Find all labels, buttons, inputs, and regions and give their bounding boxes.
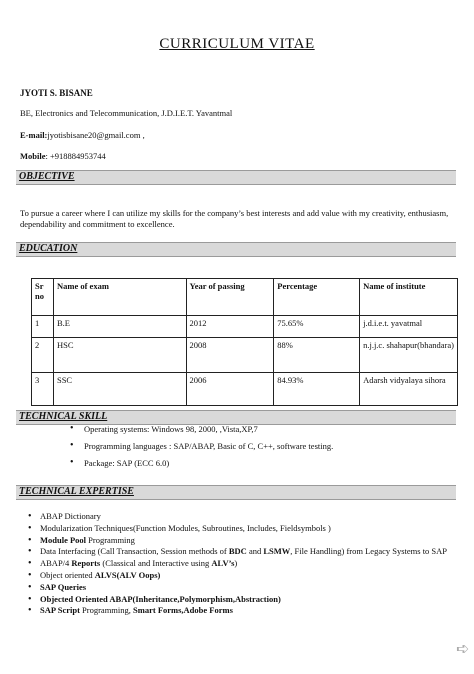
text: , File Handling) from Legacy Systems to SAP — [290, 546, 448, 557]
table-cell: 2 — [32, 338, 54, 373]
mobile-line — [20, 151, 106, 161]
technical-skill-heading-bar — [16, 410, 456, 425]
list-item: • Operating systems: Windows 98, 2000, ,Vista,XP,7 — [70, 424, 333, 441]
list-item — [28, 546, 448, 558]
table-cell: 2006 — [186, 373, 274, 406]
candidate-degree: BE, Electronics and Telecommunication, J.D.I.E.T. Yavantmal — [20, 108, 233, 118]
objective-text: To pursue a career where I can utilize my skills for the company’s best interests and add value with my creativity, enthusiasm, dependability and commitment to excellence. — [20, 208, 449, 229]
list-item: • Package: SAP (ECC 6.0) — [70, 458, 333, 475]
table-cell: 88% — [274, 338, 360, 373]
list-item — [28, 523, 448, 535]
col-header-percentage: Percentage — [274, 279, 360, 316]
table-header-row — [32, 279, 458, 316]
col-header-sr: Sr no — [32, 279, 54, 316]
email-line — [20, 130, 145, 140]
mobile-label: Mobile — [20, 151, 46, 161]
table-cell: n.j.j.c. shahapur(bhandara) — [360, 338, 458, 373]
objective-heading-bar — [16, 170, 456, 185]
next-arrow-icon[interactable]: ➪ — [456, 639, 470, 658]
table-cell: 2012 — [186, 316, 274, 338]
list-item — [28, 594, 448, 606]
candidate-name: JYOTI S. BISANE — [20, 88, 93, 98]
table-cell: 75.65% — [274, 316, 360, 338]
objective-heading: OBJECTIVE — [19, 171, 75, 182]
bold-text: SAP Script — [40, 605, 80, 616]
bold-text: ALVS(ALV Oops) — [94, 569, 161, 580]
text: Modularization Techniques(Function Modules, Subroutines, Includes, Fieldsymbols ) — [40, 522, 331, 533]
bold-text: Reports — [71, 558, 101, 569]
list-item — [28, 535, 448, 547]
table-cell: Adarsh vidyalaya sihora — [360, 373, 458, 406]
text: ABAP/4 — [40, 558, 72, 569]
technical-expertise-heading-bar — [16, 485, 456, 500]
table-cell: 2008 — [186, 338, 274, 373]
technical-expertise-list — [28, 511, 448, 617]
text: Data Interfacing (Call Transaction, Session methods of — [40, 546, 229, 557]
bold-text: BDC — [228, 546, 247, 557]
col-header-year: Year of passing — [186, 279, 274, 316]
table-cell: HSC — [53, 338, 186, 373]
bold-text: Module Pool — [40, 534, 87, 545]
bold-text: LSMW — [263, 546, 291, 557]
text: and — [246, 546, 264, 557]
email-label: E-mail: — [20, 130, 48, 140]
page-title: CURRICULUM VITAE — [159, 36, 315, 52]
text: ABAP Dictionary — [40, 511, 101, 521]
email-value: jyotisbisane20@gmail.com , — [47, 130, 145, 140]
text: Object oriented — [40, 569, 95, 580]
bold-text: Objected Oriented ABAP(Inheritance,Polymorphism,Abstraction) — [40, 593, 281, 604]
text: Programming — [86, 534, 135, 545]
bold-text: ALV’s — [211, 558, 235, 569]
table-row — [32, 316, 458, 338]
text: (Classical and Interactive using — [100, 558, 212, 569]
bold-text: SAP Queries — [40, 581, 87, 592]
list-item — [28, 605, 448, 617]
table-cell: 84.93% — [274, 373, 360, 406]
table-cell: 1 — [32, 316, 54, 338]
list-item — [28, 511, 448, 523]
table-cell: j.d.i.e.t. yavatmal — [360, 316, 458, 338]
table-cell: B.E — [53, 316, 186, 338]
list-item — [28, 570, 448, 582]
technical-skill-list — [70, 424, 333, 475]
education-heading-bar — [16, 242, 456, 257]
list-item — [28, 558, 448, 570]
bold-text: Smart Forms,Adobe Forms — [133, 605, 233, 616]
table-cell: 3 — [32, 373, 54, 406]
table-row — [32, 338, 458, 373]
list-item — [28, 582, 448, 594]
col-header-exam: Name of exam — [53, 279, 186, 316]
text: Programming, — [79, 605, 134, 616]
list-item: • Programming languages : SAP/ABAP, Basic of C, C++, software testing. — [70, 441, 333, 458]
mobile-value: : +918884953744 — [45, 151, 106, 161]
text: ) — [234, 558, 238, 569]
education-heading: EDUCATION — [19, 243, 78, 254]
table-row — [32, 373, 458, 406]
technical-skill-heading: TECHNICAL SKILL — [19, 411, 108, 422]
technical-expertise-heading: TECHNICAL EXPERTISE — [19, 486, 134, 497]
col-header-institute: Name of institute — [360, 279, 458, 316]
table-cell: SSC — [53, 373, 186, 406]
education-table — [31, 278, 458, 406]
